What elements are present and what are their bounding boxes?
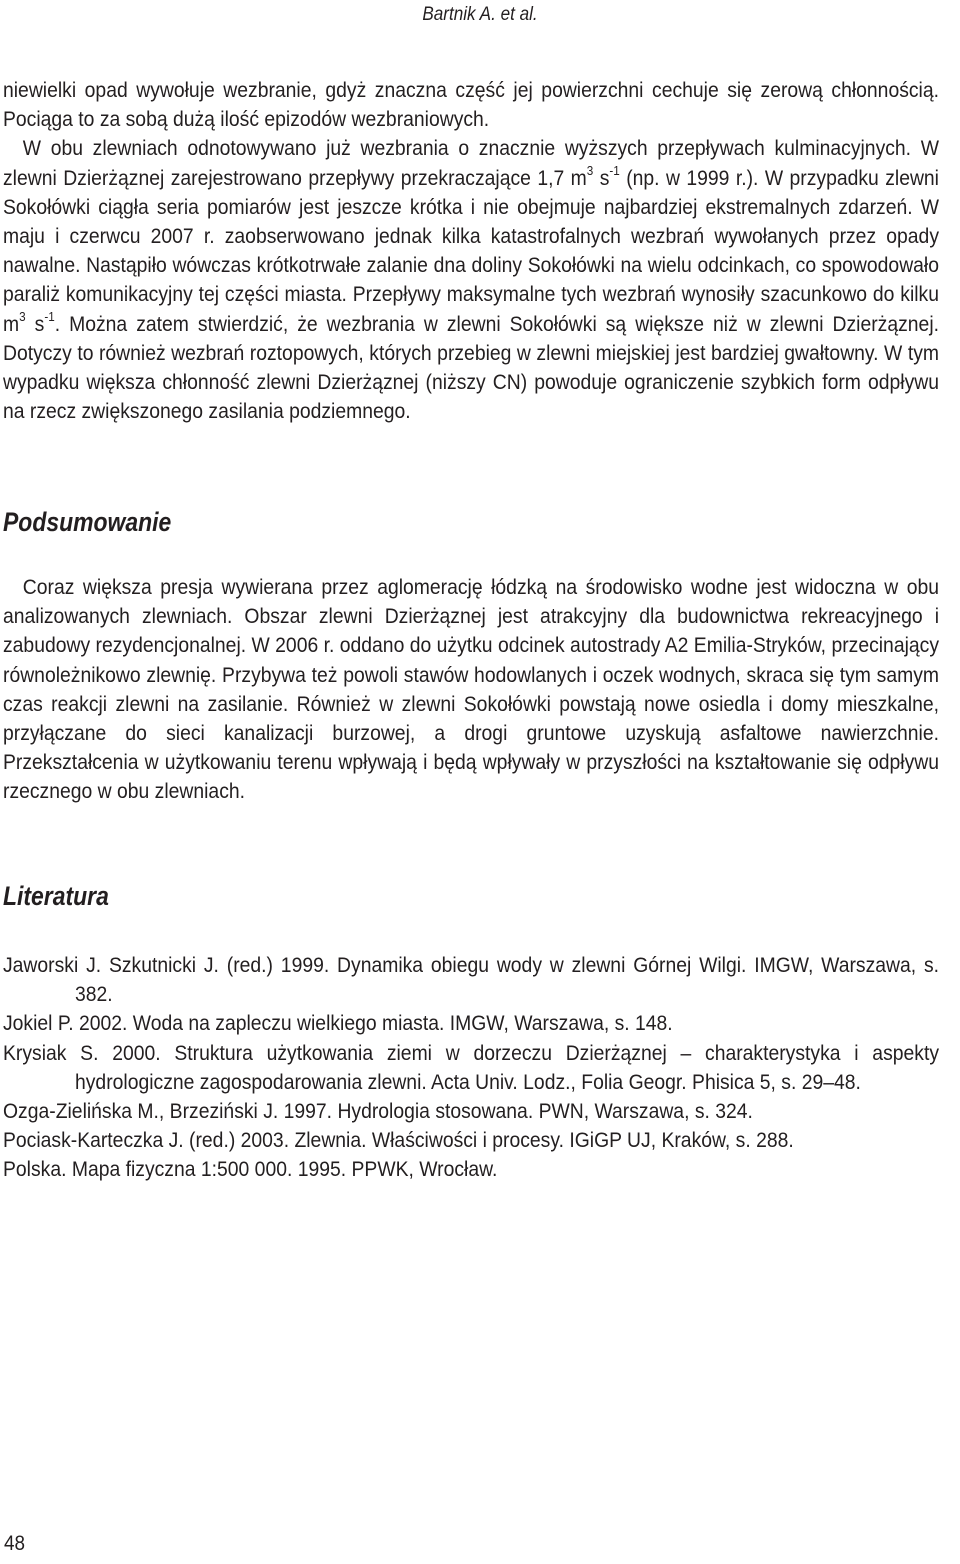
intro-paragraph-1: niewielki opad wywołuje wezbranie, gdyż znaczna część jej powierzchni cechuje się zerową chłonnością. Pociąga to za sobą dużą ilość epizodów wezbraniowych. — [3, 78, 939, 132]
intro-paragraph-2-part-c: (np. w 1999 r.). W przypadku zlewni Sokołówki ciągła seria pomiarów jest jeszcze krótka i nie obejmuje najbardziej ekstremalnych zdarzeń. W maju i czerwcu 2007 r. zaobserwowano jednak kilka katastrofalnych wezbrań wywołanych przez opady nawalne. Nastąpiło wówczas krótkotrwałe zalanie dna doliny Sokołówki na wielu odcinkach, co spowodowało paraliż komunikacyjny tej części miasta. Przepływy maksymalne tych wezbrań wynosiły szacunkowo do kilku m — [3, 165, 939, 336]
reference-item: Jokiel P. 2002. Woda na zapleczu wielkiego miasta. IMGW, Warszawa, s. 148. — [3, 1011, 673, 1036]
references-heading: Literatura — [3, 881, 109, 911]
intro-paragraph-2-part-e: . Można zatem stwierdzić, że wezbrania w zlewni Sokołówki są większe niż w zlewni Dzierżąznej. Dotyczy to również wezbrań roztopowych, których przebieg w zlewni miejskiej jest bardziej gwałtowny. W tym wypadku większa chłonność zlewni Dzierżąznej (niższy CN) powoduje ograniczenie szybkich form odpływu na rzecz zwiększonego zasilania podziemnego. — [3, 311, 939, 424]
page-number: 48 — [4, 1532, 26, 1555]
unit-superscript: -1 — [609, 163, 620, 179]
reference-item: Pociask-Karteczka J. (red.) 2003. Zlewnia. Właściwości i procesy. IGiGP UJ, Kraków, s. 288. — [3, 1128, 794, 1153]
unit-superscript: 3 — [19, 309, 26, 325]
references-list — [3, 951, 939, 1185]
summary-heading: Podsumowanie — [3, 507, 172, 537]
running-head: Bartnik A. et al. — [422, 4, 538, 25]
unit-superscript: 3 — [586, 163, 594, 179]
reference-item: Polska. Mapa fizyczna 1:500 000. 1995. PPWK, Wrocław. — [3, 1157, 498, 1182]
reference-item: Ozga-Zielińska M., Brzeziński J. 1997. Hydrologia stosowana. PWN, Warszawa, s. 324. — [3, 1099, 753, 1124]
intro-paragraph-2-part-b: s — [593, 165, 610, 190]
unit-superscript: -1 — [44, 309, 55, 325]
intro-paragraph-2-part-d: s — [25, 311, 45, 336]
reference-item: Krysiak S. 2000. Struktura użytkowania ziemi w dorzeczu Dzierżąznej – charakterystyka i aspekty hydrologiczne zagospodarowania zlewni. Acta Univ. Lodz., Folia Geogr. Phisica 5, s. 29–48. — [3, 1040, 939, 1094]
intro-paragraph-2-part-a: W obu zlewniach odnotowywano już wezbrania o znacznie wyższych przepływach kulminacyjnych. W zlewni Dzierżąznej zarejestrowano przepływy przekraczające 1,7 m — [3, 136, 940, 190]
summary-paragraph: Coraz większa presja wywierana przez aglomerację łódzką na środowisko wodne jest widoczna w obu analizowanych zlewniach. Obszar zlewni Dzierżąznej jest atrakcyjny dla budownictwa rekreacyjnego i zabudowy rezydencjonalnej. W 2006 r. oddano do użytku odcinek autostrady A2 Emilia-Stryków, przecinający równoleżnikowo zlewnię. Przybywa też powoli stawów hodowlanych i oczek wodnych, skraca się tym samym czas reakcji zlewni na zasilanie. Również w zlewni Sokołówki powstają nowe osiedla i domy mieszkalne, przyłączane do sieci kanalizacji burzowej, a drogi gruntowe uzyskują asfaltowe nawierzchnie. Przekształcenia w użytkowaniu terenu wpływają i będą wpływały w przyszłości na kształtowanie się odpływu rzecznego w obu zlewniach. — [3, 575, 940, 804]
intro-paragraph-2 — [3, 134, 939, 426]
reference-item: Jaworski J. Szkutnicki J. (red.) 1999. Dynamika obiegu wody w zlewni Górnej Wilgi. IMGW, Warszawa, s. 382. — [3, 953, 939, 1007]
summary-text-block — [3, 573, 939, 807]
intro-text-block — [3, 76, 939, 426]
